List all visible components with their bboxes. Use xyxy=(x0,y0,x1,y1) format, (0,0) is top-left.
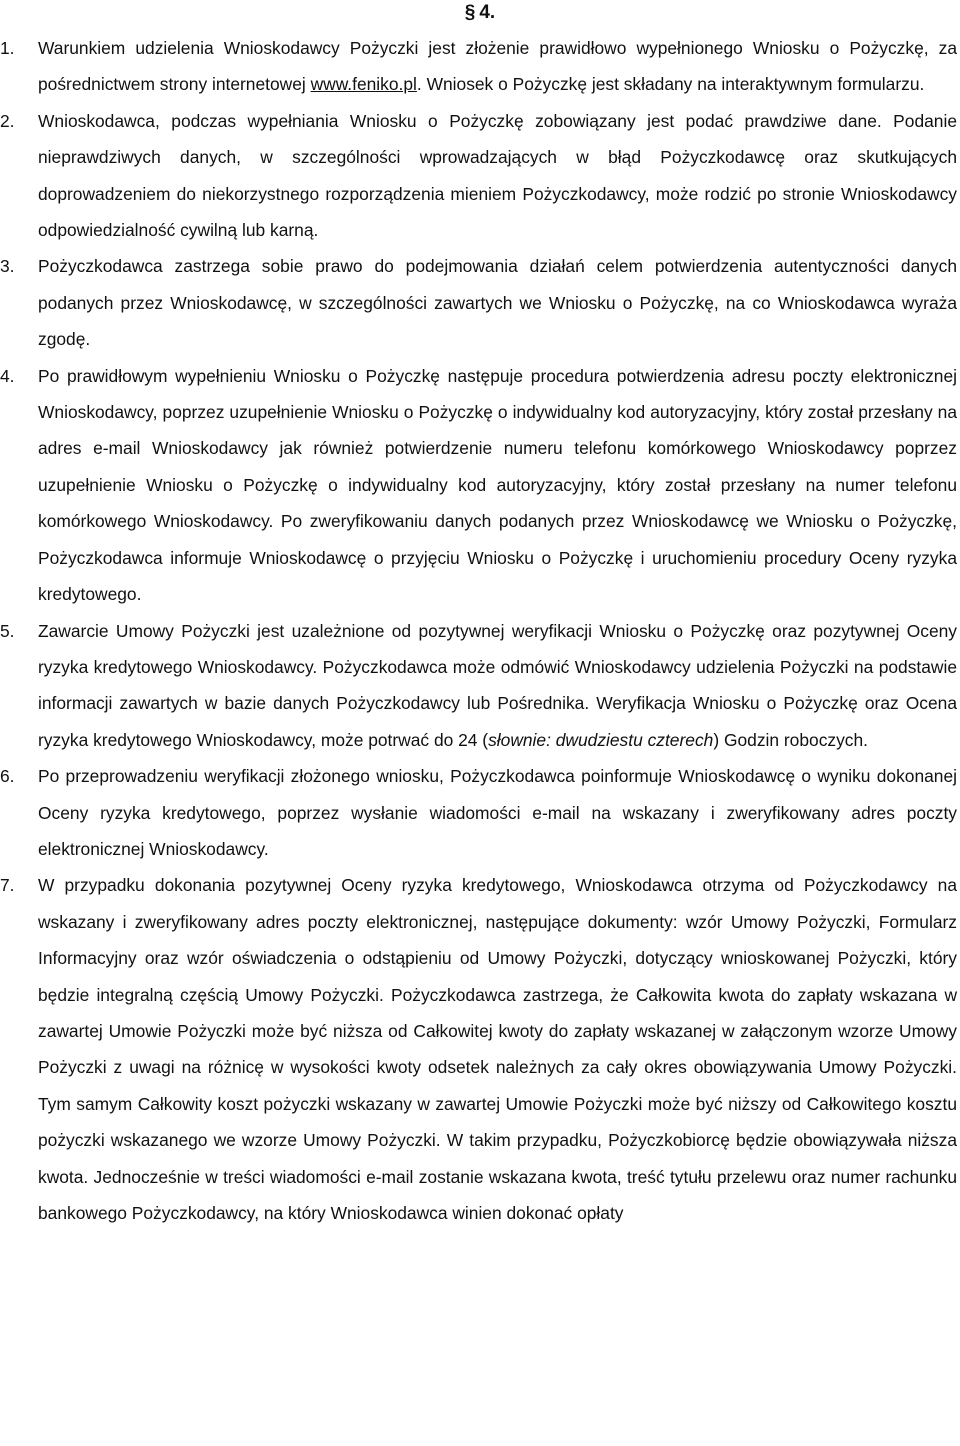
point-number: 1. xyxy=(0,38,15,58)
point-text: Pożyczkodawca zastrzega sobie prawo do podejmowania działań celem potwierdzenia autentyczności danych podanych przez Wnioskodawcę, w szczególności zawartych we Wniosku o Pożyczkę, na co Wnioskodawca wyraża zgodę. xyxy=(38,256,957,350)
section-heading xyxy=(0,0,960,26)
section-sign: § xyxy=(464,2,476,23)
point-text: Zawarcie Umowy Pożyczki jest uzależnione od pozytywnej weryfikacji Wniosku o Pożyczkę oraz pozytywnej Oceny ryzyka kredytowego Wnioskodawcy. Pożyczkodawca może odmówić Wnioskodawcy udzielenia Pożyczki na podstawie informacji zawartych w bazie danych Pożyczkodawcy lub Pośrednika. Weryfikacja Wniosku o Pożyczkę oraz Ocena ryzyka kredytowego Wnioskodawcy, może potrwać do 24 ( xyxy=(38,620,957,750)
point-number: 5. xyxy=(0,620,15,641)
point-text: W przypadku dokonania pozytywnej Oceny ryzyka kredytowego, Wnioskodawca otrzyma od Pożyczkodawcy na wskazany i zweryfikowany adres poczty elektronicznej, następujące dokumenty: wzór Umowy Pożyczki, Formularz Informacyjny oraz wzór oświadczenia o odstąpieniu od Umowy Pożyczki, dotyczący wnioskowanej Pożyczki, który będzie integralną częścią Umowy Pożyczki. Pożyczkodawca zastrzega, że Całkowita kwota do zapłaty wskazana w zawartej Umowie Pożyczki może być niższa od Całkowitej kwoty do zapłaty wskazanej w załączonym wzorze Umowy Pożyczki z uwagi na różnicę w wysokości kwoty odsetek należnych za cały okres obowiązywania Umowy Pożyczki. Tym samym Całkowity koszt pożyczki wskazany w zawartej Umowie Pożyczki może być niższy od Całkowitego kosztu pożyczki wskazanego we wzorze Umowy Pożyczki. W takim przypadku, Pożyczkobiorcę będzie obowiązywała niższa kwota. Jednocześnie w treści wiadomości e-mail zostanie wskazana kwota, treść tytułu przelewu oraz numer rachunku bankowego Pożyczkodawcy, na który Wnioskodawca winien dokonać opłaty xyxy=(38,875,957,1223)
list-item xyxy=(0,103,957,249)
point-text-italic: słownie: dwudziestu czterech xyxy=(488,729,714,750)
list-item xyxy=(0,758,957,867)
point-text-continued: . Wniosek o Pożyczkę jest składany na interaktywnym formularzu. xyxy=(416,74,925,95)
list-item xyxy=(0,248,957,357)
website-link[interactable]: www.feniko.pl xyxy=(310,74,417,95)
list-item xyxy=(0,30,957,103)
point-text: Po prawidłowym wypełnieniu Wniosku o Pożyczkę następuje procedura potwierdzenia adresu poczty elektronicznej Wnioskodawcy, poprzez uzupełnienie Wniosku o Pożyczkę o indywidualny kod autoryzacyjny, który został przesłany na adres e-mail Wnioskodawcy jak również potwierdzenie numeru telefonu komórkowego Wnioskodawcy poprzez uzupełnienie Wniosku o Pożyczkę o indywidualny kod autoryzacyjny, który został przesłany na numer telefonu komórkowego Wnioskodawcy. Po zweryfikowaniu danych podanych przez Wnioskodawcę we Wniosku o Pożyczkę, Pożyczkodawca informuje Wnioskodawcę o przyjęciu Wniosku o Pożyczkę i uruchomieniu procedury Oceny ryzyka kredytowego. xyxy=(38,365,957,605)
point-number: 2. xyxy=(0,110,15,131)
list-item xyxy=(0,358,957,613)
point-number: 3. xyxy=(0,256,15,277)
point-text-continued: ) Godzin roboczych. xyxy=(713,729,868,750)
point-number: 6. xyxy=(0,766,15,787)
point-text: Warunkiem udzielenia Wnioskodawcy Pożyczki jest złożenie prawidłowo wypełnionego Wniosku o Pożyczkę, za pośrednictwem strony internetowej xyxy=(38,38,957,95)
numbered-points-list xyxy=(0,30,957,1231)
point-text: Po przeprowadzeniu weryfikacji złożonego wniosku, Pożyczkodawca poinformuje Wnioskodawcę o wyniku dokonanej Oceny ryzyka kredytowego, poprzez wysłanie wiadomości e-mail na wskazany i zweryfikowany adres poczty elektronicznej Wnioskodawcy. xyxy=(38,766,957,859)
point-number: 4. xyxy=(0,365,15,386)
point-number: 7. xyxy=(0,875,15,896)
point-text: Wnioskodawca, podczas wypełniania Wniosku o Pożyczkę zobowiązany jest podać prawdziwe dane. Podanie nieprawdziwych danych, w szczególności wprowadzających w błąd Pożyczkodawcę oraz skutkujących doprowadzeniem do niekorzystnego rozporządzenia mieniem Pożyczkodawcy, może rodzić po stronie Wnioskodawcy odpowiedzialność cywilną lub karną. xyxy=(38,110,957,241)
list-item xyxy=(0,867,957,1231)
list-item xyxy=(0,613,957,759)
section-number: 4. xyxy=(479,2,496,23)
